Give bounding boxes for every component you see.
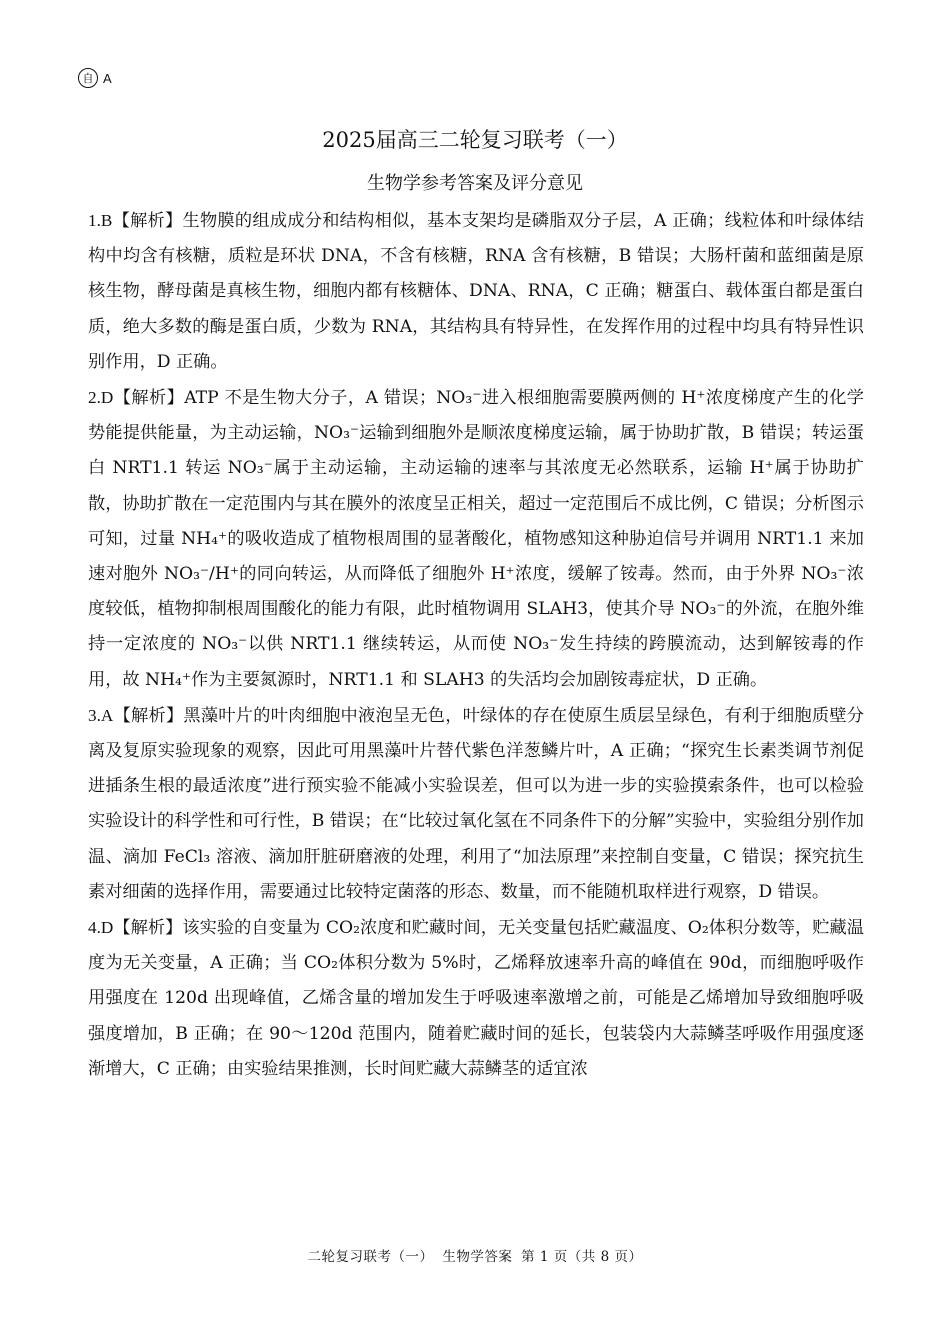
answer-paragraph xyxy=(88,203,864,380)
page-footer xyxy=(0,1247,950,1267)
page-title: 2025届高三二轮复习联考（一） xyxy=(322,128,628,152)
footer-page-number: 第 1 页（共 8 页） xyxy=(521,1249,643,1265)
answer-paragraph xyxy=(88,380,864,698)
publisher-logo xyxy=(78,68,112,88)
answer-text: 该实验的自变量为 CO₂浓度和贮藏时间，无关变量包括贮藏温度、O₂体积分数等，贮藏温度为无关变量，A 正确；当 CO₂体积分数为 5%时，乙烯释放速率升高的峰值在 90d，而细胞呼吸作用强度在 120d 出现峰值，乙烯含量的增加发生于呼吸速率激增之前，可能是乙烯增加导致细胞呼吸强度增加，B 正确；在 90～120d 范围内，随着贮藏时间的延长，包装袋内大蒜鳞茎呼吸作用强度逐渐增大，C 正确；由实验结果推测，长时间贮藏大蒜鳞茎的适宜浓 xyxy=(88,918,864,1079)
footer-exam-name: 二轮复习联考（一） xyxy=(307,1249,434,1265)
answer-list xyxy=(88,203,864,1087)
answer-paragraph xyxy=(88,698,864,910)
answer-label: 2.D【解析】 xyxy=(88,388,185,408)
logo-letter: A xyxy=(103,70,112,86)
answer-label: 4.D【解析】 xyxy=(88,918,183,938)
footer-subject: 生物学答案 xyxy=(442,1249,513,1265)
page-subtitle: 生物学参考答案及评分意见 xyxy=(367,173,583,194)
answer-text: ATP 不是生物大分子，A 错误；NO₃⁻进入根细胞需要膜两侧的 H⁺浓度梯度产生的化学势能提供能量，为主动运输，NO₃⁻运输到细胞外是顺浓度梯度运输，属于协助扩散，B 错误；转运蛋白 NRT1.1 转运 NO₃⁻属于主动运输，主动运输的速率与其浓度无必然联系，运输 H⁺属于协助扩散，协助扩散在一定范围内与其在膜外的浓度呈正相关，超过一定范围后不成比例，C 错误；分析图示可知，过量 NH₄⁺的吸收造成了植物根周围的显著酸化，植物感知这种胁迫信号并调用 NRT1.1 来加速对胞外 NO₃⁻/H⁺的同向转运，从而降低了细胞外 H⁺浓度，缓解了铵毒。然而，由于外界 NO₃⁻浓度较低，植物抑制根周围酸化的能力有限，此时植物调用 SLAH3，使其介导 NO₃⁻的外流，在胞外维持一定浓度的 NO₃⁻以供 NRT1.1 继续转运，从而使 NO₃⁻发生持续的跨膜流动，达到解铵毒的作用，故 NH₄⁺作为主要氮源时，NRT1.1 和 SLAH3 的失活均会加剧铵毒症状，D 正确。 xyxy=(88,388,864,690)
answer-text: 生物膜的组成成分和结构相似，基本支架均是磷脂双分子层，A 正确；线粒体和叶绿体结构中均含有核糖，质粒是环状 DNA，不含有核糖，RNA 含有核糖，B 错误；大肠杆菌和蓝细菌是原核生物，酵母菌是真核生物，细胞内都有核糖体、DNA、RNA，C 正确；糖蛋白、载体蛋白都是蛋白质，绝大多数的酶是蛋白质，少数为 RNA，其结构具有特异性，在发挥作用的过程中均具有特异性识别作用，D 正确。 xyxy=(88,211,864,372)
answer-label: 3.A【解析】 xyxy=(88,705,184,725)
answer-paragraph xyxy=(88,910,864,1087)
answer-label: 1.B【解析】 xyxy=(88,211,183,230)
answer-text: 黑藻叶片的叶肉细胞中液泡呈无色，叶绿体的存在使原生质层呈绿色，有利于细胞质壁分离及复原实验现象的观察，因此可用黑藻叶片替代紫色洋葱鳞片叶，A 正确；“探究生长素类调节剂促进插条生根的最适浓度”进行预实验不能减小实验误差，但可以为进一步的实验摸索条件，也可以检验实验设计的科学性和可行性，B 错误；在“比较过氧化氢在不同条件下的分解”实验中，实验组分别作加温、滴加 FeCl₃ 溶液、滴加肝脏研磨液的处理，利用了“加法原理”来控制自变量，C 错误；探究抗生素对细菌的选择作用，需要通过比较特定菌落的形态、数量，而不能随机取样进行观察，D 错误。 xyxy=(88,705,864,902)
logo-circle-icon: 自 xyxy=(78,68,98,88)
